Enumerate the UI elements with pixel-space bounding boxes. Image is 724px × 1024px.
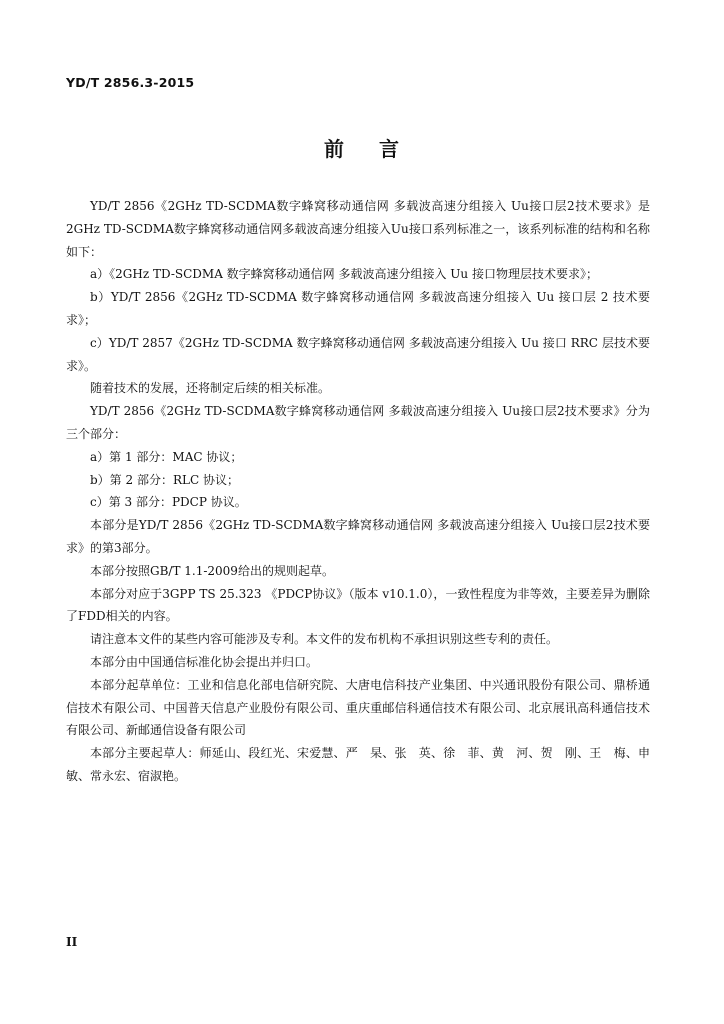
title-char-right: 言 (379, 137, 400, 161)
list-item-rrc: c）YD/T 2857《2GHz TD-SCDMA 数字蜂窝移动通信网 多载波高速分组接入 Uu 接口 RRC 层技术要求》。 (66, 335, 650, 373)
standard-code: YD/T 2856.3-2015 (66, 75, 195, 90)
foreword-body (66, 195, 663, 788)
paragraph-proposer: 本部分由中国通信标准化协会提出并归口。 (90, 654, 319, 669)
list-item-part3: c）第 3 部分：PDCP 协议。 (90, 495, 247, 510)
list-item-layer2: b）YD/T 2856《2GHz TD-SCDMA 数字蜂窝移动通信网 多载波高速分组接入 Uu 接口层 2 技术要求》； (66, 290, 650, 327)
paragraph-parts-intro: YD/T 2856《2GHz TD-SCDMA数字蜂窝移动通信网 多载波高速分组接入 Uu接口层2技术要求》分为三个部分： (66, 404, 650, 441)
paragraph-drafting-units: 本部分起草单位：工业和信息化部电信研究院、大唐电信科技产业集团、中兴通讯股份有限公司、鼎桥通信技术有限公司、中国普天信息产业股份有限公司、重庆重邮信科通信技术有限公司、北京展讯高科通信技术有限公司、新邮通信设备有限公司 (66, 677, 650, 738)
page-title (0, 133, 724, 162)
list-item-part1: a）第 1 部分：MAC 协议； (90, 449, 243, 464)
title-char-left: 前 (324, 137, 345, 161)
paragraph-correspondence: 本部分对应于3GPP TS 25.323 《PDCP协议》（版本 v10.1.0），一致性程度为非等效，主要差异为删除了FDD相关的内容。 (66, 586, 650, 624)
page-number: II (66, 935, 78, 949)
paragraph-drafters: 本部分主要起草人：师延山、段红光、宋爱慧、严 杲、张 英、徐 菲、黄 河、贺 刚、王 梅、申 敏、常永宏、宿淑艳。 (66, 746, 663, 783)
list-item-physical-layer: a）《2GHz TD-SCDMA 数字蜂窝移动通信网 多载波高速分组接入 Uu 接口物理层技术要求》； (90, 267, 598, 282)
paragraph-patent-notice: 请注意本文件的某些内容可能涉及专利。本文件的发布机构不承担识别这些专利的责任。 (90, 632, 559, 647)
paragraph-future-standards: 随着技术的发展，还将制定后续的相关标准。 (90, 381, 331, 396)
paragraph-drafting-rules: 本部分按照GB/T 1.1-2009给出的规则起草。 (90, 563, 334, 578)
paragraph-series-intro: YD/T 2856《2GHz TD-SCDMA数字蜂窝移动通信网 多载波高速分组接入 Uu接口层2技术要求》是2GHz TD-SCDMA数字蜂窝移动通信网多载波高速分组接入Uu接口系列标准之一，该系列标准的结构和名称如下： (66, 199, 650, 259)
paragraph-this-part: 本部分是YD/T 2856《2GHz TD-SCDMA数字蜂窝移动通信网 多载波高速分组接入 Uu接口层2技术要求》的第3部分。 (66, 518, 650, 555)
list-item-part2: b）第 2 部分：RLC 协议； (90, 472, 239, 487)
